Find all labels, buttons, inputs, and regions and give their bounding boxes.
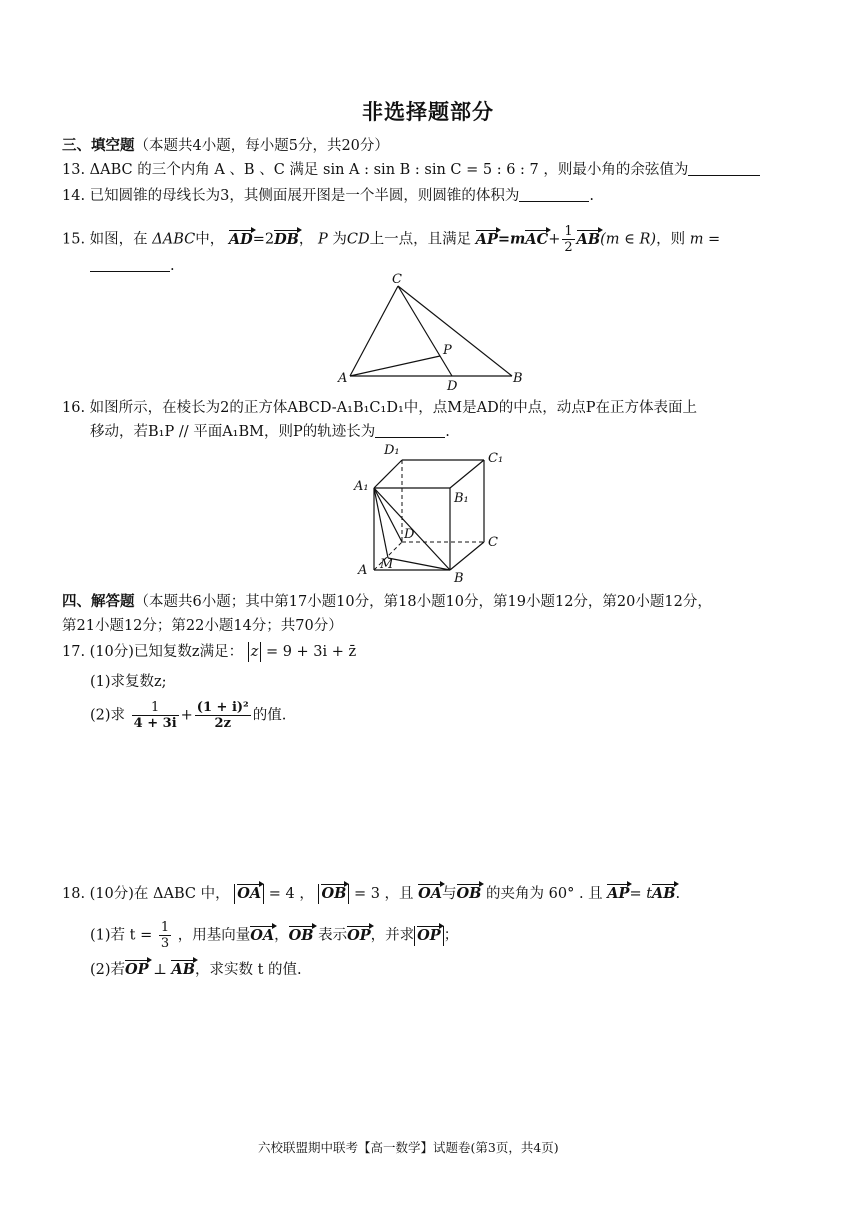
fraction-1-over-4-3i	[132, 700, 179, 731]
question-13-text: ΔABC 的三个内角 A 、B 、C 满足 sin A : sin B : sin C = 5 : 6 : 7 ，则最小角的余弦值为	[89, 162, 689, 178]
question-17-rhs: = 9 + 3i + z̄	[265, 644, 357, 660]
section-4-note-2: 第21小题12分；第22小题14分；共70分）	[62, 618, 343, 634]
edge-cb	[398, 286, 512, 376]
question-15-answer-line	[90, 256, 175, 276]
fraction-1-plus-i-squared-over-2z	[195, 700, 251, 731]
fraction-denominator: 2	[564, 240, 573, 255]
modulus-ob	[318, 884, 349, 904]
question-17-part-2-text: 的值.	[252, 707, 287, 724]
vector-ob: OB	[288, 926, 314, 944]
question-18-part-1-text: (1)若 t =	[90, 927, 153, 944]
label-p: P	[443, 343, 452, 358]
question-14-answer-blank[interactable]	[519, 187, 589, 202]
equals-t: = t	[629, 886, 653, 902]
label-m: M	[380, 557, 394, 572]
question-15-text: 为	[332, 231, 347, 248]
section-4-name: 四、解答题	[62, 594, 135, 610]
question-13	[62, 160, 760, 180]
label-c1: C₁	[488, 451, 504, 466]
variable-z: z	[250, 644, 259, 660]
plus-sign: +	[180, 707, 193, 724]
question-16	[62, 398, 697, 418]
condition-m-in-r: (m ∈ R)	[600, 231, 657, 248]
label-c: C	[488, 535, 498, 550]
equals-m: =m	[497, 230, 526, 248]
label-b: B	[454, 571, 464, 586]
triangle-abc: ΔABC	[152, 231, 196, 248]
section-4-note: （本题共6小题；其中第17小题10分，第18小题10分，第19小题12分，第20小题12分，	[134, 594, 712, 610]
question-16-line-2: 移动，若B₁P // 平面A₁BM，则P的轨迹长为	[90, 424, 376, 440]
question-17-head: 17. (10分)已知复数z满足：	[62, 644, 244, 660]
vector-op: OP	[347, 926, 371, 944]
period: .	[445, 424, 450, 440]
question-15-text: 中，	[195, 231, 225, 248]
fraction-numerator: (1 + i)²	[196, 700, 249, 715]
conjunction: 与	[442, 886, 457, 902]
label-b: B	[513, 371, 523, 386]
fraction-numerator: 1	[564, 224, 573, 239]
question-18-part-1-text: ，用基向量	[177, 927, 251, 944]
question-15-answer-blank[interactable]	[90, 257, 170, 272]
question-13-answer-blank[interactable]	[688, 161, 760, 176]
vector-ob: OB	[321, 885, 347, 902]
vector-ab: AB	[171, 961, 195, 978]
modulus-z	[248, 642, 262, 662]
question-18-part-2	[90, 960, 302, 980]
vector-ab: AB	[652, 885, 676, 902]
vector-op: OP	[417, 926, 441, 944]
question-18-part-1	[90, 920, 458, 951]
page-footer: 六校联盟期中联考【高一数学】试题卷(第3页，共4页)	[258, 1140, 559, 1155]
label-a: A	[358, 563, 368, 578]
fraction-one-third	[159, 920, 171, 951]
question-18-head: 18. (10分)在 ΔABC 中，	[62, 886, 230, 902]
question-16-number: 16.	[62, 400, 86, 416]
vector-db: DB	[274, 230, 299, 248]
question-14: 14. 已知圆锥的母线长为3，其侧面展开图是一个半圆，则圆锥的体积为 .	[62, 188, 595, 204]
plus-sign: +	[548, 231, 561, 248]
question-14-text: 已知圆锥的母线长为3，其侧面展开图是一个半圆，则圆锥的体积为	[89, 188, 520, 204]
vector-op: OP	[125, 961, 149, 978]
question-15	[62, 224, 720, 255]
vector-ab: AB	[576, 230, 601, 248]
question-15-number: 15.	[62, 231, 86, 248]
equals-4: = 4 ，	[268, 886, 314, 902]
question-16-answer-blank[interactable]	[375, 423, 445, 438]
fraction-denominator: 3	[160, 936, 170, 951]
m-equals: m =	[689, 231, 721, 248]
triangle-figure	[330, 272, 530, 396]
label-a1: A₁	[354, 479, 369, 494]
question-16-line2	[90, 422, 450, 442]
label-a: A	[338, 371, 348, 386]
question-15-text: ，则	[656, 231, 686, 248]
modulus-op	[414, 926, 444, 946]
fraction-numerator: 1	[132, 700, 179, 716]
cube-figure	[350, 440, 510, 586]
question-16-line-1: 如图所示，在棱长为2的正方体ABCD-A₁B₁C₁D₁中，点M是AD的中点，动点P在正方体表面上	[89, 400, 697, 416]
question-15-text: 上一点，且满足	[369, 231, 472, 248]
equals-3: = 3 ，且	[353, 886, 414, 902]
label-d1: D₁	[384, 443, 400, 458]
section-3-header	[62, 134, 389, 155]
question-17-part-1-text: (1)求复数z;	[90, 674, 167, 690]
question-13-number: 13.	[62, 162, 86, 178]
question-18-part-2-text: (2)若	[90, 962, 126, 978]
segment-cd: CD	[346, 231, 370, 248]
period: .	[675, 886, 681, 902]
question-15-text: 如图，在	[89, 231, 148, 248]
question-17-part-1	[90, 672, 167, 692]
question-18	[62, 884, 680, 904]
segment-cd-line	[398, 286, 452, 376]
section-3-note: （本题共4小题，每小题5分，共20分）	[134, 138, 389, 154]
semicolon: ；	[443, 927, 459, 944]
question-18-part-1-text: 表示	[318, 927, 348, 944]
vector-ad: AD	[228, 230, 253, 248]
question-18-part-1-text: ，并求	[370, 927, 415, 944]
fraction-denominator: 2z	[214, 716, 231, 731]
label-d: D	[404, 527, 415, 542]
edge-ca	[350, 286, 398, 376]
vector-ac: AC	[525, 230, 549, 248]
section-4-header	[62, 590, 712, 611]
question-17	[62, 642, 356, 662]
section-4-header-line2	[62, 614, 343, 635]
question-18-part-2-text: ，求实数 t 的值.	[194, 962, 302, 978]
fraction-numerator: 1	[160, 920, 170, 935]
vector-oa: OA	[418, 885, 443, 902]
comma: ，	[274, 927, 289, 944]
label-d: D	[447, 379, 458, 394]
vector-ob: OB	[456, 885, 482, 902]
equals-two: =2	[252, 231, 275, 248]
vector-oa: OA	[250, 926, 275, 944]
fraction-denominator: 4 + 3i	[133, 716, 177, 731]
vector-ap: AP	[475, 230, 498, 248]
label-c: C	[392, 272, 402, 287]
angle-text: 的夹角为 60° . 且	[486, 886, 603, 902]
question-17-part-2-text: (2)求	[90, 707, 126, 724]
question-14-number: 14.	[62, 188, 86, 204]
period: .	[170, 258, 175, 274]
vector-ap: AP	[607, 885, 630, 902]
point-p: P	[318, 231, 328, 248]
question-15-text: ，	[298, 231, 314, 248]
modulus-oa	[234, 884, 264, 904]
section-3-name: 三、填空题	[62, 138, 135, 154]
segment-ap-line	[350, 356, 440, 376]
perpendicular-symbol: ⊥	[153, 962, 167, 978]
label-b1: B₁	[454, 491, 469, 506]
question-17-part-2	[90, 700, 286, 731]
vector-oa: OA	[237, 885, 262, 902]
page-title: 非选择题部分	[362, 99, 494, 124]
fraction-one-half	[562, 224, 574, 255]
